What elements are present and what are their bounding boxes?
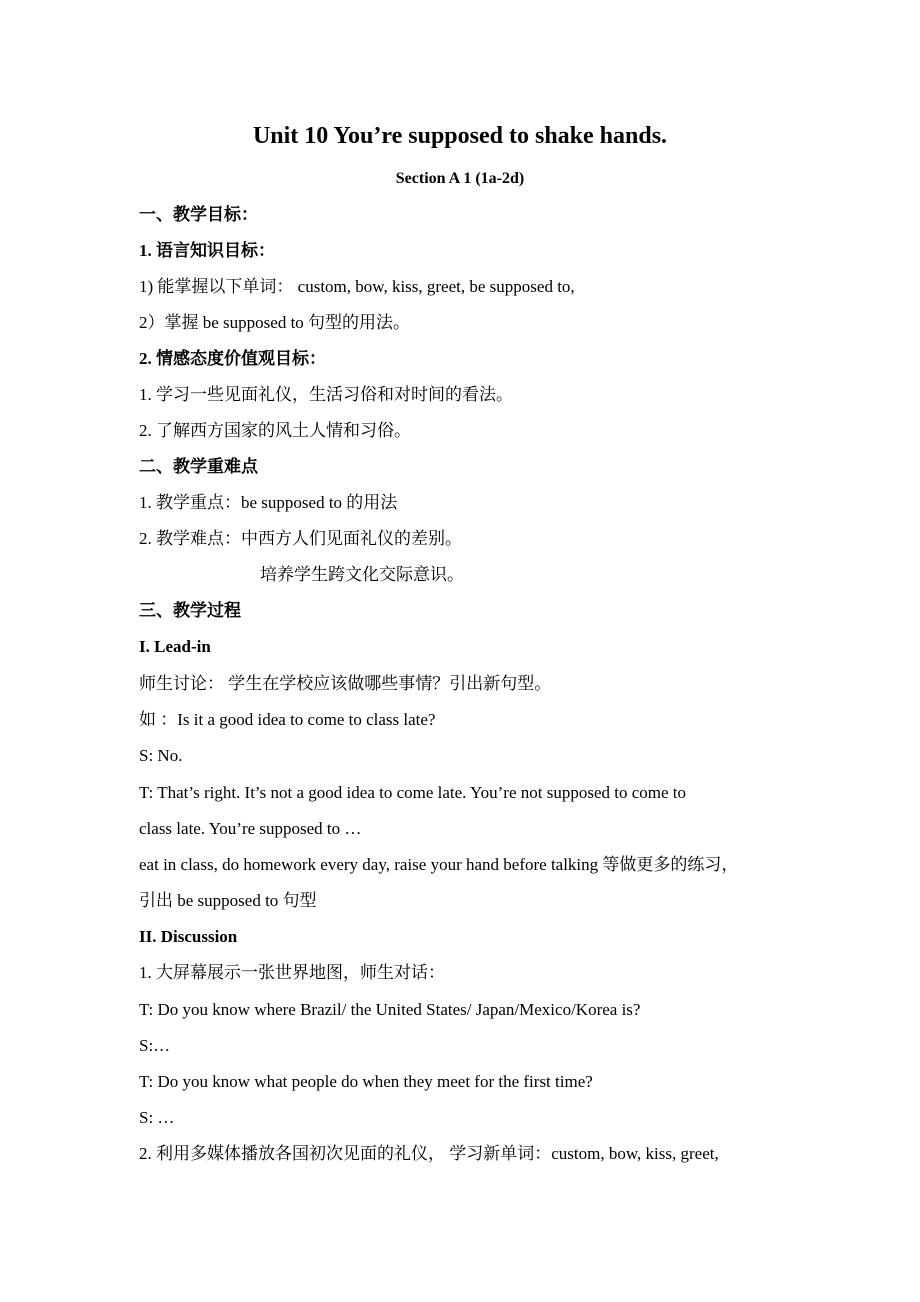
body-line: 1. 教学重点：be supposed to 的用法	[139, 493, 398, 512]
body-line: T: Do you know what people do when they meet for the first time?	[139, 1072, 593, 1091]
body-line: 2. 了解西方国家的风土人情和习俗。	[139, 421, 411, 440]
subheading-discussion: II. Discussion	[139, 927, 238, 946]
body-line: eat in class, do homework every day, raise your hand before talking 等做更多的练习，	[139, 855, 739, 874]
body-line: 1) 能掌握以下单词： custom, bow, kiss, greet, be supposed to,	[139, 277, 575, 296]
body-line: 2）掌握 be supposed to 句型的用法。	[139, 313, 411, 332]
body-line: 2. 利用多媒体播放各国初次见面的礼仪， 学习新单词：custom, bow, kiss, greet,	[139, 1144, 719, 1163]
heading-teaching-objectives: 一、教学目标：	[139, 205, 258, 224]
document-title: Unit 10 You’re supposed to shake hands.	[252, 123, 668, 149]
body-line: 如 ：Is it a good idea to come to class late?	[139, 710, 436, 729]
body-line: S: …	[139, 1108, 175, 1127]
body-line: 师生讨论： 学生在学校应该做哪些事情？引出新句型。	[139, 674, 552, 693]
body-line: S: No.	[139, 746, 183, 765]
body-line: class late. You’re supposed to …	[139, 819, 362, 838]
body-line: T: That’s right. It’s not a good idea to come late. You’re not supposed to come to	[139, 783, 687, 802]
subheading-language-objectives: 1. 语言知识目标：	[139, 241, 275, 260]
body-line: S:…	[139, 1036, 171, 1055]
body-line: T: Do you know where Brazil/ the United States/ Japan/Mexico/Korea is?	[139, 1000, 641, 1019]
subheading-emotional-objectives: 2. 情感态度价值观目标：	[139, 349, 326, 368]
body-line: 2. 教学难点：中西方人们见面礼仪的差别。	[139, 529, 462, 548]
heading-key-points: 二、教学重难点	[139, 457, 258, 476]
body-line: 引出 be supposed to 句型	[139, 891, 317, 910]
body-line: 1. 学习一些见面礼仪，生活习俗和对时间的看法。	[139, 385, 513, 404]
body-line: 培养学生跨文化交际意识。	[260, 565, 464, 584]
heading-teaching-process: 三、教学过程	[139, 601, 241, 620]
subheading-lead-in: I. Lead-in	[139, 637, 211, 656]
body-line: 1. 大屏幕展示一张世界地图，师生对话：	[139, 963, 445, 982]
section-subtitle: Section A 1 (1a-2d)	[395, 170, 525, 187]
